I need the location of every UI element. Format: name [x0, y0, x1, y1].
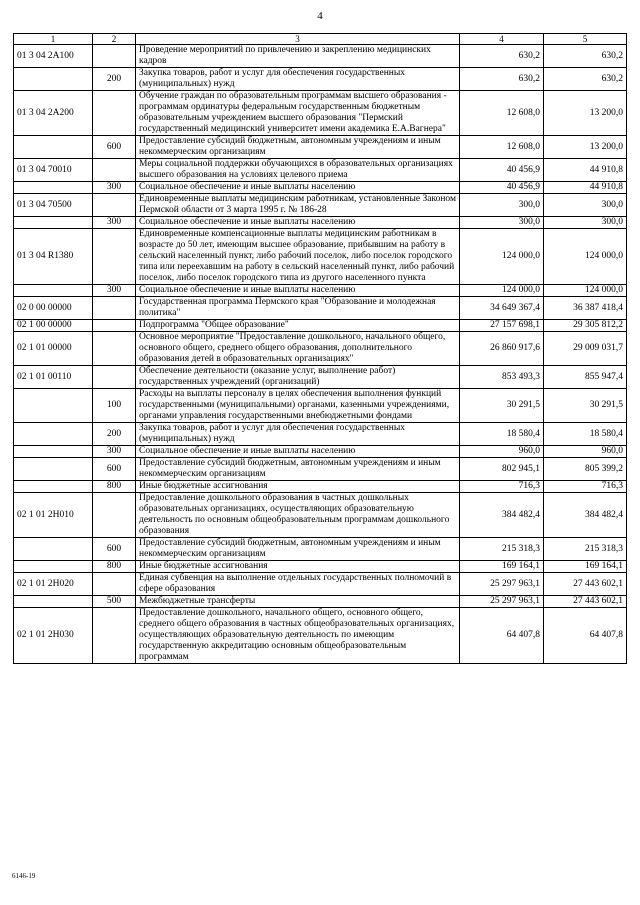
row-value-col5-cell: 44 910,8: [544, 159, 627, 182]
row-value-col4-cell: 27 157 698,1: [460, 320, 544, 332]
row-code-cell: [14, 389, 93, 423]
row-expense-type-cell: [93, 229, 136, 285]
row-code-cell: 01 3 04 70500: [14, 194, 93, 217]
footer-document-code: 6146-19: [12, 872, 36, 880]
row-value-col4-cell: 64 407,8: [460, 608, 544, 664]
table-row: [14, 458, 627, 481]
row-expense-type-cell: 600: [93, 538, 136, 561]
row-code-cell: 02 1 01 00110: [14, 366, 93, 389]
row-name-cell: Меры социальной поддержки обучающихся в образовательных организациях высшего образования на условиях целевого приема: [136, 159, 460, 182]
row-expense-type-cell: 500: [93, 596, 136, 608]
table-row: [14, 229, 627, 285]
row-expense-type-cell: [93, 194, 136, 217]
row-value-col4-cell: 124 000,0: [460, 285, 544, 297]
row-value-col4-cell: 630,2: [460, 45, 544, 68]
row-code-cell: 02 0 00 00000: [14, 297, 93, 320]
row-name-cell: Иные бюджетные ассигнования: [136, 481, 460, 493]
row-name-cell: Закупка товаров, работ и услуг для обеспечения государственных (муниципальных) нужд: [136, 423, 460, 446]
row-expense-type-cell: [93, 493, 136, 538]
table-row: [14, 446, 627, 458]
row-expense-type-cell: 300: [93, 217, 136, 229]
row-expense-type-cell: [93, 45, 136, 68]
row-value-col4-cell: 853 493,3: [460, 366, 544, 389]
row-value-col5-cell: 44 910,8: [544, 182, 627, 194]
row-code-cell: 01 3 04 2А100: [14, 45, 93, 68]
row-code-cell: [14, 285, 93, 297]
row-code-cell: [14, 446, 93, 458]
column-header-5: 5: [544, 34, 627, 45]
table-row: [14, 538, 627, 561]
row-value-col5-cell: 36 387 418,4: [544, 297, 627, 320]
row-value-col4-cell: 802 945,1: [460, 458, 544, 481]
row-expense-type-cell: 600: [93, 458, 136, 481]
table-row: [14, 68, 627, 91]
row-name-cell: Единовременные выплаты медицинским работникам, установленные Законом Пермской области от 3 марта 1995 г. № 186-28: [136, 194, 460, 217]
row-code-cell: 02 1 00 00000: [14, 320, 93, 332]
row-expense-type-cell: [93, 297, 136, 320]
column-header-4: 4: [460, 34, 544, 45]
column-header-3: 3: [136, 34, 460, 45]
row-value-col5-cell: 124 000,0: [544, 285, 627, 297]
table-row: [14, 297, 627, 320]
row-expense-type-cell: 200: [93, 423, 136, 446]
row-name-cell: Единовременные компенсационные выплаты медицинским работникам в возрасте до 50 лет, имеющим высшее образование, прибывшим на работу в сельский населенный пункт, либо рабочий поселок, либо поселок городского типа или переехавшим на работу в сельский населенный пункт, либо рабочий поселок, либо поселок городского типа из другого населенного пункта: [136, 229, 460, 285]
row-value-col4-cell: 40 456,9: [460, 182, 544, 194]
row-expense-type-cell: 300: [93, 285, 136, 297]
table-row: [14, 608, 627, 664]
row-expense-type-cell: [93, 91, 136, 136]
row-value-col5-cell: 805 399,2: [544, 458, 627, 481]
row-value-col5-cell: 64 407,8: [544, 608, 627, 664]
row-expense-type-cell: 300: [93, 182, 136, 194]
row-value-col5-cell: 13 200,0: [544, 91, 627, 136]
row-name-cell: Предоставление дошкольного образования в частных дошкольных образовательных организациях, осуществляющих образовательную деятельность по основным общеобразовательным программам дошкольного образования: [136, 493, 460, 538]
row-value-col5-cell: 13 200,0: [544, 136, 627, 159]
row-code-cell: 02 1 01 2Н020: [14, 573, 93, 596]
row-value-col4-cell: 300,0: [460, 217, 544, 229]
row-name-cell: Социальное обеспечение и иные выплаты населению: [136, 285, 460, 297]
row-name-cell: Иные бюджетные ассигнования: [136, 561, 460, 573]
table-header-row: [14, 34, 627, 45]
row-name-cell: Социальное обеспечение и иные выплаты населению: [136, 446, 460, 458]
row-name-cell: Межбюджетные трансферты: [136, 596, 460, 608]
row-code-cell: 01 3 04 R1380: [14, 229, 93, 285]
table-row: [14, 217, 627, 229]
row-code-cell: [14, 423, 93, 446]
row-expense-type-cell: 300: [93, 446, 136, 458]
row-value-col4-cell: 124 000,0: [460, 229, 544, 285]
table-row: [14, 194, 627, 217]
row-name-cell: Социальное обеспечение и иные выплаты населению: [136, 217, 460, 229]
row-code-cell: 01 3 04 2А200: [14, 91, 93, 136]
budget-table: [13, 33, 627, 664]
table-row: [14, 596, 627, 608]
row-value-col4-cell: 960,0: [460, 446, 544, 458]
row-expense-type-cell: [93, 366, 136, 389]
row-value-col5-cell: 30 291,5: [544, 389, 627, 423]
table-row: [14, 561, 627, 573]
row-value-col5-cell: 630,2: [544, 45, 627, 68]
table-row: [14, 389, 627, 423]
row-expense-type-cell: [93, 332, 136, 366]
row-name-cell: Государственная программа Пермского края "Образование и молодежная политика": [136, 297, 460, 320]
row-value-col4-cell: 40 456,9: [460, 159, 544, 182]
row-value-col5-cell: 29 009 031,7: [544, 332, 627, 366]
column-header-1: 1: [14, 34, 93, 45]
row-value-col4-cell: 215 318,3: [460, 538, 544, 561]
row-value-col5-cell: 300,0: [544, 217, 627, 229]
row-name-cell: Предоставление дошкольного, начального общего, основного общего, среднего общего образования в частных общеобразовательных организациях, осуществляющих образовательную деятельность по имеющим государственную аккредитацию основным общеобразовательным программам: [136, 608, 460, 664]
table-row: [14, 423, 627, 446]
row-value-col4-cell: 300,0: [460, 194, 544, 217]
row-expense-type-cell: [93, 573, 136, 596]
row-name-cell: Обеспечение деятельности (оказание услуг, выполнение работ) государственных учреждений (организаций): [136, 366, 460, 389]
row-value-col4-cell: 12 608,0: [460, 136, 544, 159]
row-code-cell: [14, 458, 93, 481]
row-value-col5-cell: 960,0: [544, 446, 627, 458]
row-value-col4-cell: 12 608,0: [460, 91, 544, 136]
table-row: [14, 481, 627, 493]
row-expense-type-cell: 200: [93, 68, 136, 91]
row-value-col4-cell: 26 860 917,6: [460, 332, 544, 366]
table-row: [14, 91, 627, 136]
table-row: [14, 159, 627, 182]
row-value-col4-cell: 384 482,4: [460, 493, 544, 538]
row-expense-type-cell: [93, 320, 136, 332]
table-row: [14, 366, 627, 389]
row-name-cell: Предоставление субсидий бюджетным, автономным учреждениям и иным некоммерческим организациям: [136, 538, 460, 561]
row-value-col4-cell: 716,3: [460, 481, 544, 493]
row-expense-type-cell: 600: [93, 136, 136, 159]
row-value-col5-cell: 716,3: [544, 481, 627, 493]
page-number: 4: [317, 10, 323, 22]
row-value-col5-cell: 18 580,4: [544, 423, 627, 446]
row-code-cell: [14, 596, 93, 608]
row-name-cell: Единая субвенция на выполнение отдельных государственных полномочий в сфере образования: [136, 573, 460, 596]
row-value-col4-cell: 630,2: [460, 68, 544, 91]
row-value-col5-cell: 300,0: [544, 194, 627, 217]
table-row: [14, 573, 627, 596]
row-expense-type-cell: 100: [93, 389, 136, 423]
row-code-cell: 02 1 01 00000: [14, 332, 93, 366]
row-value-col4-cell: 18 580,4: [460, 423, 544, 446]
row-value-col4-cell: 25 297 963,1: [460, 596, 544, 608]
row-code-cell: [14, 136, 93, 159]
row-name-cell: Социальное обеспечение и иные выплаты населению: [136, 182, 460, 194]
column-header-2: 2: [93, 34, 136, 45]
row-value-col5-cell: 29 305 812,2: [544, 320, 627, 332]
row-expense-type-cell: [93, 159, 136, 182]
row-value-col5-cell: 169 164,1: [544, 561, 627, 573]
row-name-cell: Закупка товаров, работ и услуг для обеспечения государственных (муниципальных) нужд: [136, 68, 460, 91]
row-expense-type-cell: [93, 608, 136, 664]
table-row: [14, 285, 627, 297]
row-value-col5-cell: 124 000,0: [544, 229, 627, 285]
row-code-cell: [14, 68, 93, 91]
row-value-col4-cell: 25 297 963,1: [460, 573, 544, 596]
row-name-cell: Расходы на выплаты персоналу в целях обеспечения выполнения функций государственными (муниципальными) органами, казенными учреждениями, органами управления государственными внебюджетными фондами: [136, 389, 460, 423]
row-value-col4-cell: 169 164,1: [460, 561, 544, 573]
row-code-cell: [14, 481, 93, 493]
row-code-cell: [14, 561, 93, 573]
row-expense-type-cell: 800: [93, 561, 136, 573]
table-row: [14, 320, 627, 332]
row-value-col5-cell: 384 482,4: [544, 493, 627, 538]
row-value-col5-cell: 215 318,3: [544, 538, 627, 561]
row-code-cell: [14, 217, 93, 229]
row-value-col5-cell: 855 947,4: [544, 366, 627, 389]
row-name-cell: Подпрограмма "Общее образование": [136, 320, 460, 332]
row-name-cell: Предоставление субсидий бюджетным, автономным учреждениям и иным некоммерческим организациям: [136, 458, 460, 481]
row-name-cell: Обучение граждан по образовательным программам высшего образования - программам ординатуры федеральным государственным бюджетным образовательным учреждением высшего образования "Пермский государственный медицинский университет имени академика Е.А.Вагнера": [136, 91, 460, 136]
row-code-cell: 02 1 01 2Н010: [14, 493, 93, 538]
row-value-col5-cell: 27 443 602,1: [544, 573, 627, 596]
row-name-cell: Проведение мероприятий по привлечению и закреплению медицинских кадров: [136, 45, 460, 68]
row-code-cell: 01 3 04 70010: [14, 159, 93, 182]
row-code-cell: 02 1 01 2Н030: [14, 608, 93, 664]
row-name-cell: Основное мероприятие "Предоставление дошкольного, начального общего, основного общего, среднего общего образования, дополнительного образования детей в образовательных организациях": [136, 332, 460, 366]
row-value-col4-cell: 34 649 367,4: [460, 297, 544, 320]
table-row: [14, 136, 627, 159]
row-code-cell: [14, 538, 93, 561]
table-row: [14, 493, 627, 538]
row-expense-type-cell: 800: [93, 481, 136, 493]
table-row: [14, 182, 627, 194]
table-row: [14, 45, 627, 68]
row-code-cell: [14, 182, 93, 194]
row-name-cell: Предоставление субсидий бюджетным, автономным учреждениям и иным некоммерческим организациям: [136, 136, 460, 159]
row-value-col5-cell: 630,2: [544, 68, 627, 91]
row-value-col4-cell: 30 291,5: [460, 389, 544, 423]
table-row: [14, 332, 627, 366]
row-value-col5-cell: 27 443 602,1: [544, 596, 627, 608]
